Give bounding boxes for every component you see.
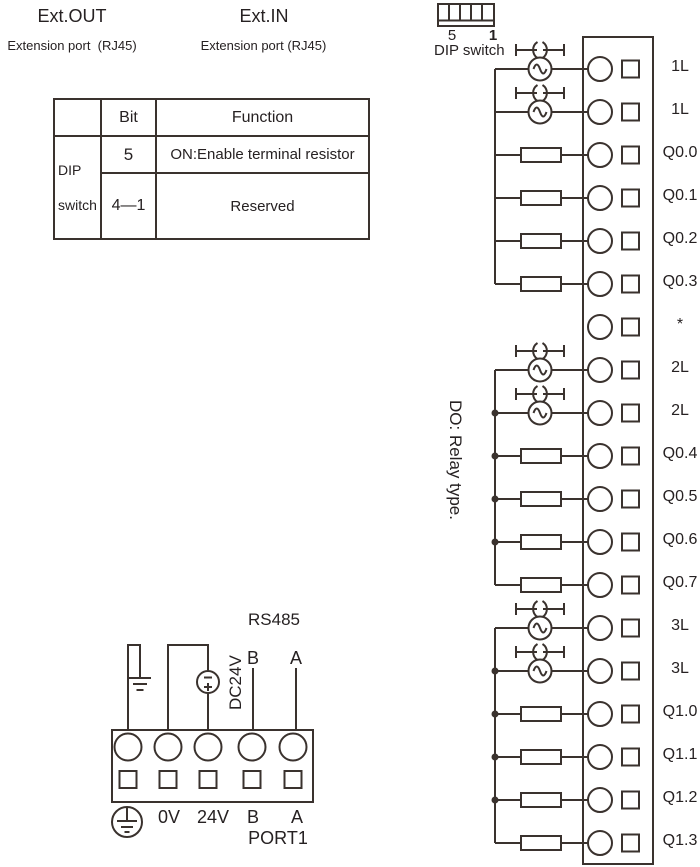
load-resistor-icon	[521, 750, 561, 764]
fuse-icon	[516, 601, 564, 617]
terminal-square	[622, 61, 639, 78]
terminal-label: 3L	[671, 617, 689, 634]
terminal-screw-circle	[588, 100, 612, 124]
load-resistor-icon	[521, 793, 561, 807]
earth-ground-icon	[128, 645, 151, 730]
load-resistor-icon	[521, 836, 561, 850]
terminal-screw-circle	[588, 831, 612, 855]
terminal-square	[622, 749, 639, 766]
fuse-icon	[516, 85, 564, 101]
port1-terminal-b-label: B	[246, 807, 259, 827]
terminal-screw-circle	[588, 315, 612, 339]
dip-first-bit-number: 5	[447, 27, 457, 44]
port1-label: PORT1	[248, 828, 308, 848]
terminal-square	[622, 233, 639, 250]
terminal-square	[622, 362, 639, 379]
terminal-screw-circle	[588, 659, 612, 683]
terminal-screw-circle	[588, 573, 612, 597]
port1-terminal-24v-label: 24V	[196, 807, 230, 827]
dc24v-label: DC24V	[226, 655, 245, 710]
terminal-screw-circle	[588, 229, 612, 253]
terminal-screw-circle	[588, 272, 612, 296]
terminal-screw-circle	[588, 358, 612, 382]
terminal-label: Q0.7	[662, 574, 698, 591]
function-header-cell: Function	[156, 99, 369, 136]
terminal-label: *	[676, 316, 684, 333]
terminal-screw-circle	[588, 401, 612, 425]
dip-switch-icon	[438, 4, 494, 26]
bit5-function-cell: ON:Enable terminal resistor	[156, 136, 369, 173]
terminal-square	[622, 190, 639, 207]
load-resistor-icon	[521, 535, 561, 549]
terminal-screw-circle	[588, 530, 612, 554]
terminal-label: Q0.5	[662, 488, 698, 505]
terminal-label: Q0.0	[662, 144, 698, 161]
terminal-label: Q0.3	[662, 273, 698, 290]
terminal-square	[622, 534, 639, 551]
load-resistor-icon	[521, 148, 561, 162]
fuse-icon	[516, 386, 564, 402]
dc24v-source-icon	[168, 645, 219, 730]
terminal-label: Q1.3	[662, 832, 698, 849]
fuse-icon	[516, 42, 564, 58]
port1-terminal-a-label: A	[290, 807, 303, 827]
load-resistor-icon	[521, 449, 561, 463]
rs485-wires	[253, 668, 296, 730]
port1-terminal-0v-label: 0V	[157, 807, 181, 827]
load-resistor-icon	[521, 578, 561, 592]
terminal-label: Q0.6	[662, 531, 698, 548]
ext-in-subtitle: Extension port (RJ45)	[200, 38, 327, 53]
rs485-label: RS485	[248, 610, 300, 629]
ext-out-title: Ext.OUT	[37, 6, 107, 26]
terminal-square	[622, 147, 639, 164]
terminal-square	[622, 319, 639, 336]
bit41-cell: 4—1	[101, 173, 156, 239]
terminal-label: 3L	[671, 660, 689, 677]
terminal-screw-circle	[588, 745, 612, 769]
terminal-screw-circle	[588, 788, 612, 812]
load-resistor-icon	[521, 707, 561, 721]
fuse-icon	[516, 644, 564, 660]
terminal-square	[622, 491, 639, 508]
terminal-label: Q1.2	[662, 789, 698, 806]
terminal-label: 1L	[671, 101, 689, 118]
terminal-square	[622, 663, 639, 680]
protective-earth-icon	[112, 807, 142, 837]
terminal-screw-circle	[588, 702, 612, 726]
terminal-label: Q1.0	[662, 703, 698, 720]
terminal-label: Q0.1	[662, 187, 698, 204]
bit5-cell: 5	[101, 136, 156, 173]
port1-connector-body	[112, 730, 313, 802]
terminal-label: 2L	[671, 359, 689, 376]
terminal-label: 2L	[671, 402, 689, 419]
load-resistor-icon	[521, 277, 561, 291]
bit41-function-cell: Reserved	[156, 173, 369, 239]
dip-switch-caption: DIP switch	[434, 42, 505, 59]
ext-in-title: Ext.IN	[239, 6, 289, 26]
rs485-b-line-label: B	[246, 648, 259, 668]
terminal-label: Q1.1	[662, 746, 698, 763]
terminal-square	[622, 405, 639, 422]
terminal-square	[622, 577, 639, 594]
terminal-square	[622, 792, 639, 809]
terminal-screw-circle	[588, 143, 612, 167]
terminal-square	[622, 276, 639, 293]
fuse-icon	[516, 343, 564, 359]
bit-header-cell: Bit	[101, 99, 156, 136]
terminal-screw-circle	[588, 616, 612, 640]
terminal-screw-circle	[588, 186, 612, 210]
terminal-square	[622, 706, 639, 723]
ext-out-subtitle: Extension port (RJ45)	[7, 38, 137, 53]
terminal-screw-circle	[588, 57, 612, 81]
dip-last-bit-number: 1	[488, 27, 498, 44]
terminal-square	[622, 448, 639, 465]
terminal-label: Q0.4	[662, 445, 698, 462]
terminal-label: Q0.2	[662, 230, 698, 247]
load-resistor-icon	[521, 492, 561, 506]
terminal-label: 1L	[671, 58, 689, 75]
terminal-square	[622, 620, 639, 637]
do-relay-type-note: DO: Relay type.	[446, 400, 465, 520]
load-resistor-icon	[521, 234, 561, 248]
rs485-a-line-label: A	[289, 648, 302, 668]
terminal-square	[622, 835, 639, 852]
load-resistor-icon	[521, 191, 561, 205]
terminal-screw-circle	[588, 444, 612, 468]
dip-switch-group-cell: DIP switch	[54, 136, 101, 239]
terminal-square	[622, 104, 639, 121]
terminal-screw-circle	[588, 487, 612, 511]
